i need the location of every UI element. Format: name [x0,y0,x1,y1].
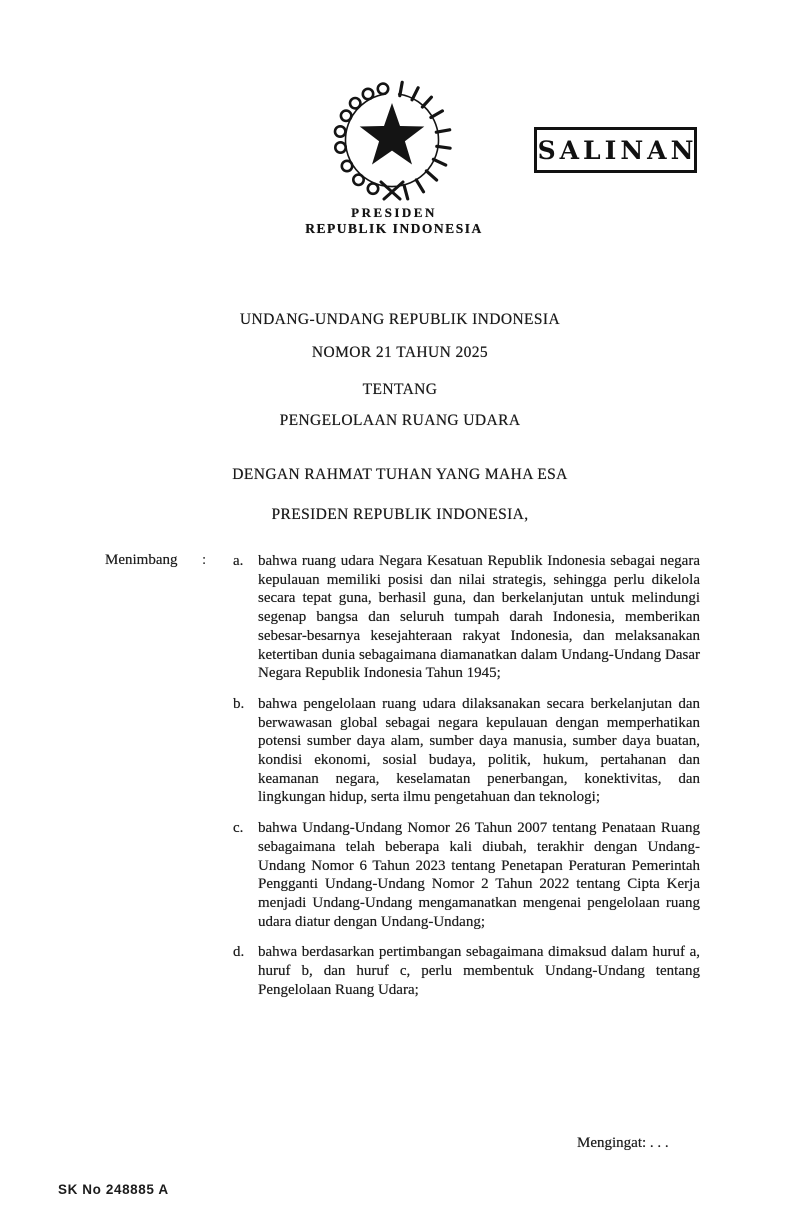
item-letter: b. [233,695,245,712]
letterhead-republik-indonesia: REPUBLIK INDONESIA [305,221,483,236]
presidential-seal [332,78,452,202]
letterhead [294,205,494,237]
doc-title-subject: PENGELOLAAN RUANG UDARA [279,412,521,429]
item-text: bahwa pengelolaan ruang udara dilaksanakan secara berkelanjutan dan berwawasan global sebagai negara kepulauan dengan memperhatikan potensi sumber daya alam, sumber daya manusia, sumber daya buatan, kondisi ekonomi, sosial budaya, politik, hukum, pertahanan dan keamanan negara, keselamatan penerbangan, konektivitas, dan lingkungan hidup, serta ilmu pengetahuan dan teknologi; [258,695,700,806]
doc-authority: PRESIDEN REPUBLIK INDONESIA, [271,506,529,523]
star-icon [360,103,425,165]
considerations-list [233,552,700,1011]
consideration-item-c [233,819,700,931]
letterhead-presiden: PRESIDEN [351,205,437,220]
item-text: bahwa berdasarkan pertimbangan sebagaimana dimaksud dalam huruf a, huruf b, dan huruf c, perlu membentuk Undang-Undang tentang Pengelolaan Ruang Udara; [258,944,700,998]
item-text: bahwa Undang-Undang Nomor 26 Tahun 2007 tentang Penataan Ruang sebagaimana telah beberapa kali diubah, terakhir dengan Undang-Undang Nomor 6 Tahun 2023 tentang Penetapan Peraturan Pemerintah Pengganti Undang-Undang Nomor 2 Tahun 2022 tentang Cipta Kerja menjadi Undang-Undang mengamanatkan mengenai pengelolaan ruang udara diatur dengan Undang-Undang; [258,820,700,930]
catchword-mengingat: Mengingat: . . . [577,1135,669,1151]
menimbang-label: Menimbang [105,552,178,568]
sk-number: SK No 248885 A [58,1182,169,1197]
menimbang-colon: : [202,552,207,568]
item-text: bahwa ruang udara Negara Kesatuan Republik Indonesia sebagai negara kepulauan memiliki posisi dan nilai strategis, sehingga perlu dikelola secara tepat guna, berhasil guna, dan berkelanjutan untuk melindungi segenap bangsa dan seluruh tumpah darah Indonesia, memberikan sebesar-besarnya kesejahteraan rakyat Indonesia, dan melaksanakan ketertiban dunia sebagaimana diamanatkan dalam Undang-Undang Dasar Negara Republik Indonesia Tahun 1945; [258,553,700,682]
consideration-item-b [233,695,700,807]
consideration-item-d [233,943,700,999]
item-letter: a. [233,553,244,569]
rice-branch [400,82,450,199]
doc-invocation: DENGAN RAHMAT TUHAN YANG MAHA ESA [232,466,568,483]
crossed-stems [381,182,403,199]
salinan-stamp [534,127,697,173]
doc-title-tentang: TENTANG [362,381,438,398]
item-letter: d. [233,944,245,961]
consideration-item-a [233,552,700,683]
doc-title-line1: UNDANG-UNDANG REPUBLIK INDONESIA [239,311,561,328]
salinan-stamp-label: SALINAN [537,135,698,165]
doc-title-number: NOMOR 21 TAHUN 2025 [311,344,489,361]
garuda-star-emblem [332,78,452,202]
item-letter: c. [233,820,244,837]
